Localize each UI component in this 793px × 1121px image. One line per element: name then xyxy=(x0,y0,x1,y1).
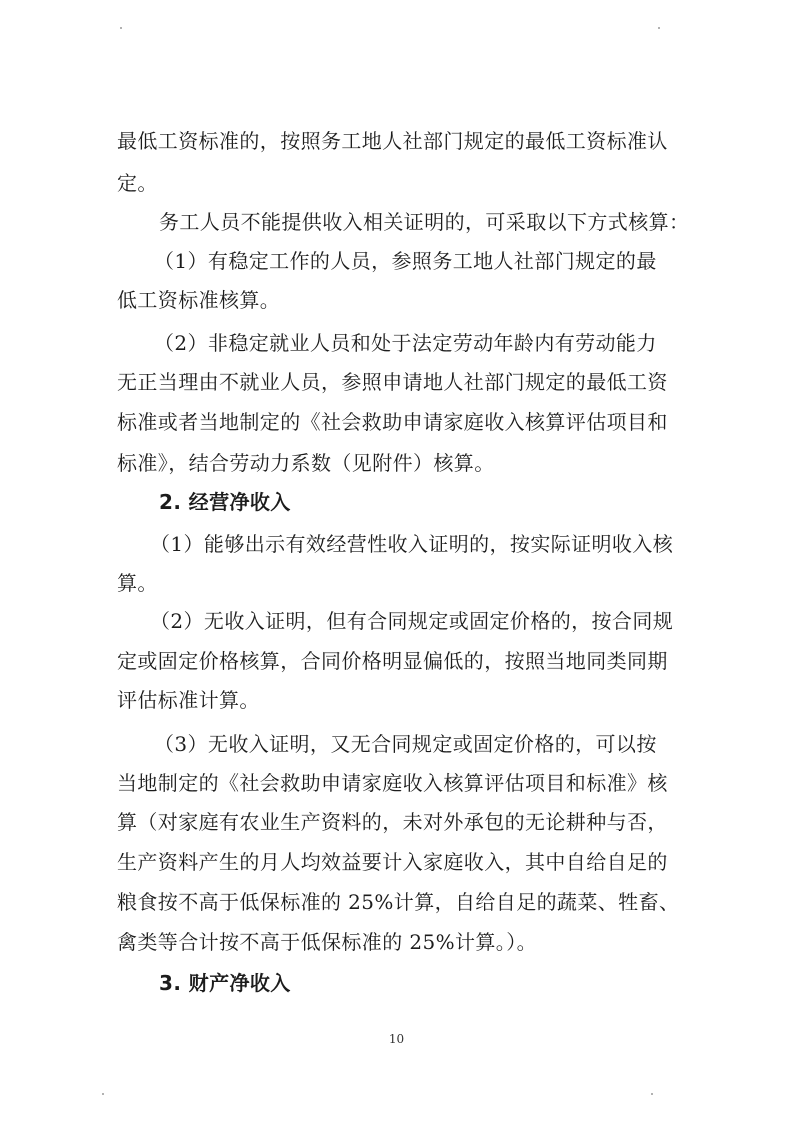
body-line: （3）无收入证明，又无合同规定或固定价格的，可以按 xyxy=(154,732,657,756)
scan-speck xyxy=(102,1093,104,1095)
body-line: 定。 xyxy=(117,171,158,195)
body-line: 最低工资标准的，按照务工地人社部门规定的最低工资标准认 xyxy=(117,129,668,153)
section-heading: 3. 财产净收入 xyxy=(159,971,291,995)
body-line: （1）有稳定工作的人员，参照务工地人社部门规定的最 xyxy=(154,249,657,273)
body-line: 标准或者当地制定的《社会救助申请家庭收入核算评估项目和 xyxy=(117,410,668,434)
body-line: （2）非稳定就业人员和处于法定劳动年龄内有劳动能力 xyxy=(154,331,657,355)
body-line: 标准》，结合劳动力系数（见附件）核算。 xyxy=(117,451,495,475)
body-line: 算（对家庭有农业生产资料的，未对外承包的无论耕种与否， xyxy=(117,810,668,834)
body-line: 粮食按不高于低保标准的 25%计算，自给自足的蔬菜、牲畜、 xyxy=(117,890,680,914)
body-line: 当地制定的《社会救助申请家庭收入核算评估项目和标准》核 xyxy=(117,771,668,795)
body-line: 评估标准计算。 xyxy=(117,688,260,712)
page-number: 10 xyxy=(388,1032,405,1046)
body-line: 生产资料产生的月人均效益要计入家庭收入，其中自给自足的 xyxy=(117,850,668,874)
section-heading: 2. 经营净收入 xyxy=(159,490,291,514)
body-line: （1）能够出示有效经营性收入证明的，按实际证明收入核 xyxy=(150,532,674,556)
scan-speck xyxy=(120,27,122,29)
scan-speck xyxy=(658,27,660,29)
body-line: 算。 xyxy=(117,571,158,595)
body-line: 务工人员不能提供收入相关证明的，可采取以下方式核算： xyxy=(159,210,690,234)
body-line: （2）无收入证明，但有合同规定或固定价格的，按合同规 xyxy=(150,609,674,633)
body-line: 定或固定价格核算，合同价格明显偏低的，按照当地同类同期 xyxy=(117,649,668,673)
body-line: 低工资标准核算。 xyxy=(117,288,281,312)
scan-speck xyxy=(651,1093,653,1095)
body-line: 禽类等合计按不高于低保标准的 25%计算。）。 xyxy=(117,930,538,954)
body-line: 无正当理由不就业人员，参照申请地人社部门规定的最低工资 xyxy=(117,370,668,394)
